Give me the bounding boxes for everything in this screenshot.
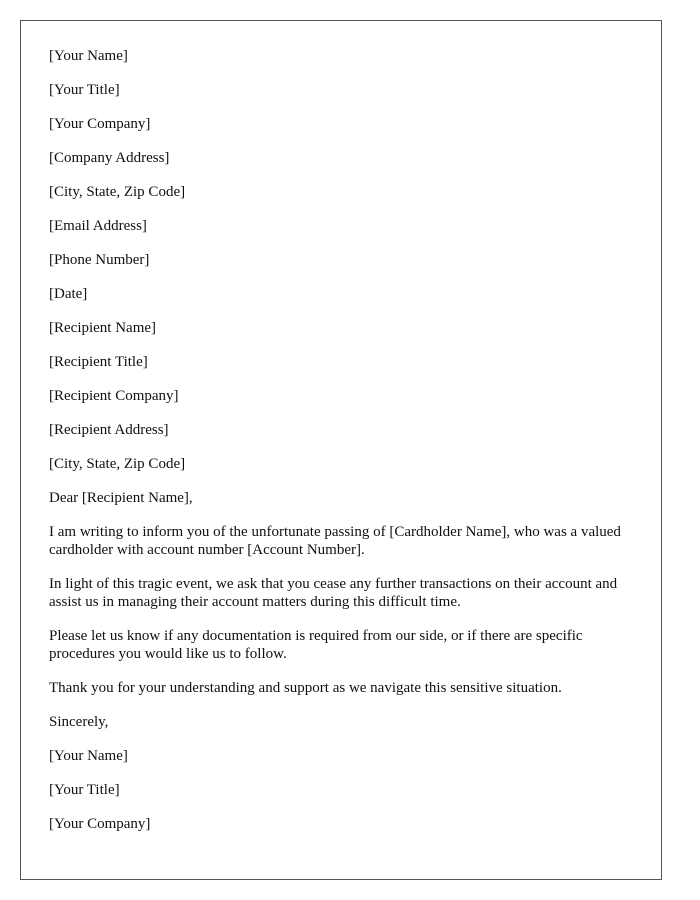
sender-name: [Your Name] — [49, 48, 128, 64]
closing: Sincerely, — [49, 714, 109, 730]
sender-address: [Company Address] — [49, 150, 170, 166]
sender-city-state-zip: [City, State, Zip Code] — [49, 184, 186, 200]
recipient-city-state-zip: [City, State, Zip Code] — [49, 456, 186, 472]
body-paragraph: I am writing to inform you of the unfortunate passing of [Cardholder Name], who was a valued cardholder with account number [Account Number]. — [49, 524, 621, 558]
signature-name: [Your Name] — [49, 748, 128, 764]
letter-page — [20, 20, 662, 880]
signature-company: [Your Company] — [49, 816, 151, 832]
sender-email: [Email Address] — [49, 218, 147, 234]
sender-title: [Your Title] — [49, 82, 120, 98]
body-paragraph: In light of this tragic event, we ask that you cease any further transactions on their account and assist us in managing their account matters during this difficult time. — [49, 576, 618, 610]
sender-phone: [Phone Number] — [49, 252, 150, 268]
signature-title: [Your Title] — [49, 782, 120, 798]
recipient-address: [Recipient Address] — [49, 422, 169, 438]
recipient-title: [Recipient Title] — [49, 354, 148, 370]
recipient-name: [Recipient Name] — [49, 320, 157, 336]
body-paragraph: Please let us know if any documentation is required from our side, or if there are specific procedures you would like us to follow. — [49, 628, 583, 662]
body-paragraph: Thank you for your understanding and support as we navigate this sensitive situation. — [49, 680, 562, 696]
recipient-company: [Recipient Company] — [49, 388, 179, 404]
sender-company: [Your Company] — [49, 116, 151, 132]
letter-date: [Date] — [49, 286, 88, 302]
salutation: Dear [Recipient Name], — [49, 490, 193, 506]
